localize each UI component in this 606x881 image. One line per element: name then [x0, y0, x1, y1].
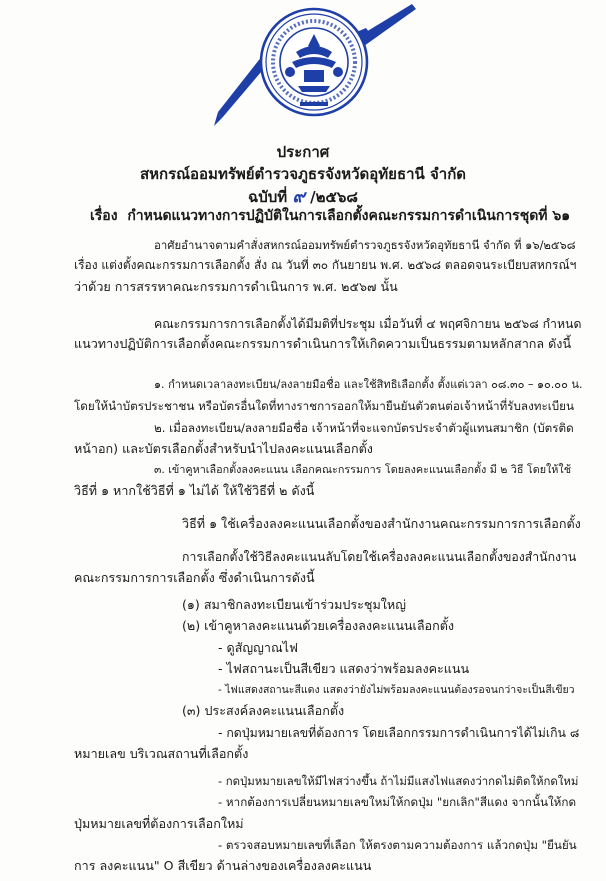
subject-prefix: เรื่อง: [90, 208, 118, 224]
list-item: - กดปุ่มหมายเลขให้มีไฟสว่างขึ้น ถ้าไม่มีแสงไฟแสดงว่ากดไม่ติดให้กดใหม่: [218, 774, 579, 788]
organization-name: สหกรณ์ออมทรัพย์ตำรวจภูธรจังหวัดอุทัยธานี จำกัด: [139, 165, 467, 183]
body-line: ๑. กำหนดเวลาลงทะเบียน/ลงลายมือชื่อ และใช้สิทธิเลือกตั้ง ตั้งแต่เวลา ๐๘.๓๐ – ๑๐.๐๐ น.: [154, 378, 583, 392]
body-line: หน้าอก) และบัตรเลือกตั้งสำหรับนำไปลงคะแนนเลือกตั้ง: [74, 440, 373, 456]
body-line: วิธีที่ ๑ ใช้เครื่องลงคะแนนเลือกตั้งของสำนักงานคณะกรรมการการเลือกตั้ง: [182, 516, 581, 532]
list-item: - หากต้องการเปลี่ยนหมายเลขใหม่ให้กดปุ่ม "ยกเลิก"สีแดง จากนั้นให้กด: [218, 795, 577, 810]
body-line: โดยให้นำบัตรประชาชน หรือบัตรอื่นใดที่ทางราชการออกให้มายืนยันตัวตนต่อเจ้าหน้าที่รับลงทะเบียน: [74, 399, 575, 414]
body-line: ๓. เข้าคูหาเลือกตั้งลงคะแนน เลือกคณะกรรมการ โดยลงคะแนนเลือกตั้ง มี ๒ วิธี โดยให้ใช้: [154, 463, 572, 477]
list-item: (๑) สมาชิกลงทะเบียนเข้าร่วมประชุมใหญ่: [182, 597, 406, 613]
list-item: หมายเลข บริเวณสถานที่เลือกตั้ง: [74, 745, 249, 761]
body-line: เรื่อง แต่งตั้งคณะกรรมการเลือกตั้ง สั่ง ณ วันที่ ๓๐ กันยายน พ.ศ. ๒๕๖๘ ตลอดจนระเบียบสหกรณ์ฯ: [74, 258, 577, 273]
body-line: วิธีที่ ๑ หากใช้วิธีที่ ๑ ไม่ได้ ให้ใช้วิธีที่ ๒ ดังนี้: [74, 483, 315, 499]
list-item: (๒) เข้าคูหาลงคะแนนด้วยเครื่องลงคะแนนเลือกตั้ง: [182, 618, 455, 634]
announcement-title: ประกาศ: [276, 143, 330, 161]
cooperative-seal-logo: [206, 0, 421, 130]
list-item: การ ลงคะแนน" O สีเขียว ด้านล่างของเครื่องลงคะแนน: [74, 858, 372, 873]
issue-number-handwritten: ๙: [292, 187, 305, 207]
issue-year: /๒๕๖๘: [310, 188, 358, 206]
subject-text: กำหนดแนวทางการปฏิบัติในการเลือกตั้งคณะกรรมการดำเนินการชุดที่ ๖๑: [127, 208, 571, 224]
body-line: การเลือกตั้งใช้วิธีลงคะแนนลับโดยใช้เครื่องลงคะแนนเลือกตั้งของสำนักงาน: [182, 549, 577, 564]
body-line: คณะกรรมการการเลือกตั้ง ซึ่งดำเนินการดังนี้: [74, 570, 315, 586]
body-line: แนวทางปฏิบัติการเลือกตั้งคณะกรรมการดำเนินการให้เกิดความเป็นธรรมตามหลักสากล ดังนี้: [74, 336, 572, 352]
issue-prefix: ฉบับที่: [248, 188, 288, 206]
list-item: - ไฟแสดงสถานะสีแดง แสดงว่ายังไม่พร้อมลงคะแนนต้องรอจนกว่าจะเป็นสีเขียว: [218, 684, 575, 697]
body-line: ๒. เมื่อลงทะเบียน/ลงลายมือชื่อ เจ้าหน้าที่จะแจกบัตรประจำตัวผู้แทนสมาชิก (บัตรติด: [154, 420, 574, 435]
list-item: ปุ่มหมายเลขที่ต้องการเลือกใหม่: [74, 815, 244, 831]
list-item: - ดูสัญญาณไฟ: [218, 639, 298, 655]
body-line: คณะกรรมการการเลือกตั้งได้มีมติที่ประชุม เมื่อวันที่ ๔ พฤศจิกายน ๒๕๖๘ กำหนด: [154, 317, 582, 332]
list-item: - กดปุ่มหมายเลขที่ต้องการ โดยเลือกกรรมการดำเนินการได้ไม่เกิน ๘: [218, 725, 580, 740]
body-line: อาศัยอำนาจตามคำสั่งสหกรณ์ออมทรัพย์ตำรวจภูธรจังหวัดอุทัยธานี จำกัด ที่ ๑๖/๒๕๖๘: [154, 238, 576, 252]
subject-line: [90, 206, 570, 226]
list-item: (๓) ประสงค์ลงคะแนนเลือกตั้ง: [182, 703, 345, 719]
list-item: - ตรวจสอบหมายเลขที่เลือก ให้ตรงตามความต้องการ แล้วกดปุ่ม "ยืนยัน: [218, 837, 577, 852]
list-item: - ไฟสถานะเป็นสีเขียว แสดงว่าพร้อมลงคะแนน: [218, 660, 470, 676]
body-line: ว่าด้วย การสรรหาคณะกรรมการดำเนินการ พ.ศ. ๒๕๖๗ นั้น: [74, 278, 398, 294]
